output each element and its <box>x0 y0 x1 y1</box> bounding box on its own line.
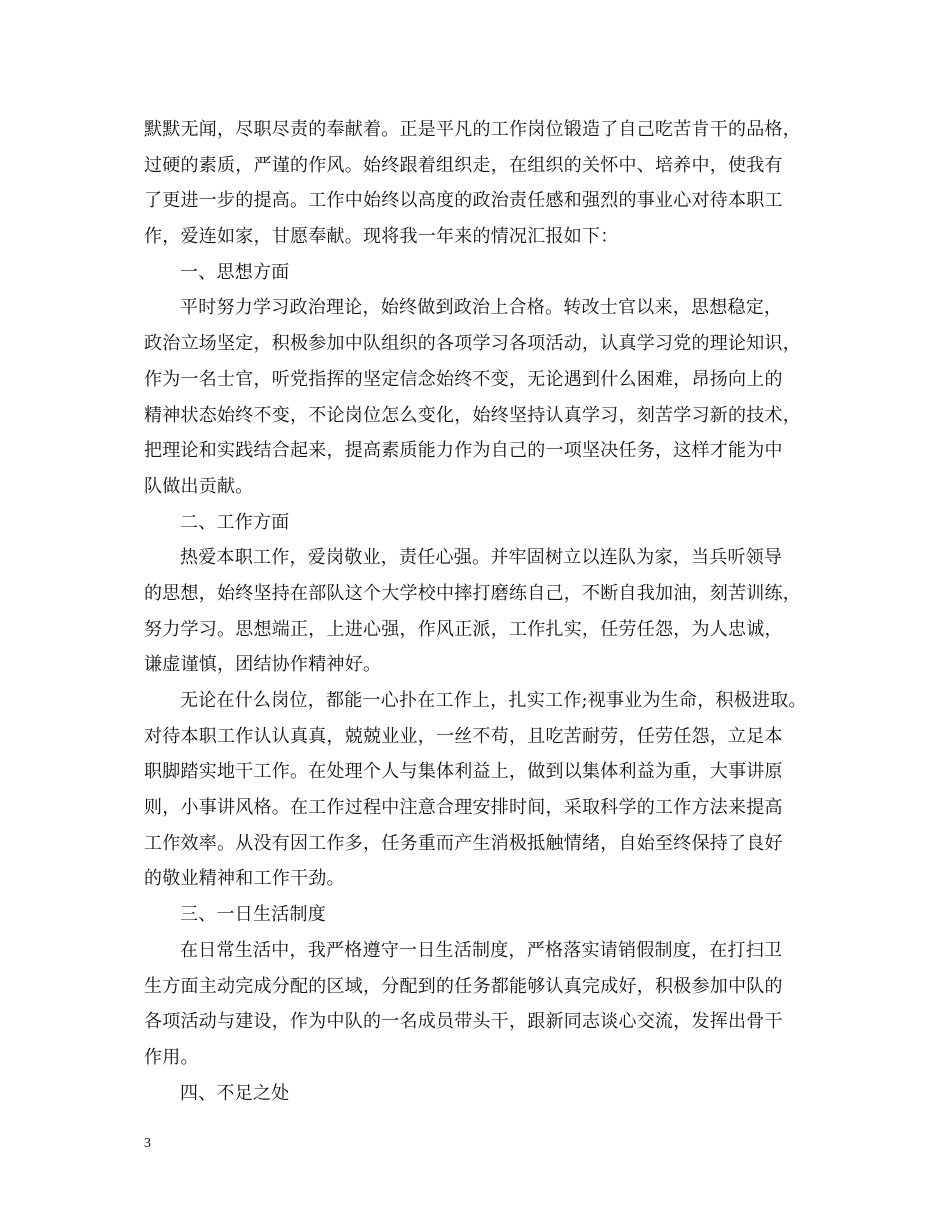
text-line: 对待本职工作认认真真，兢兢业业，一丝不苟，且吃苦耐劳，任劳任怨，立足本 <box>144 725 783 747</box>
text-line: 作，爱连如家，甘愿奉献。现将我一年来的情况汇报如下： <box>144 226 619 248</box>
text-line: 生方面主动完成分配的区域，分配到的任务都能够认真完成好，积极参加中队的 <box>144 975 783 997</box>
text-line: 二、工作方面 <box>180 511 290 533</box>
text-line: 作用。 <box>144 1046 199 1068</box>
text-line: 的敬业精神和工作干劲。 <box>144 868 345 890</box>
text-line: 则，小事讲风格。在工作过程中注意合理安排时间，采取科学的工作方法来提高 <box>144 797 783 819</box>
text-line: 职脚踏实地干工作。在处理个人与集体利益上，做到以集体利益为重，大事讲原 <box>144 761 783 783</box>
text-line: 默默无闻，尽职尽责的奉献着。正是平凡的工作岗位锻造了自己吃苦肯干的品格， <box>144 119 801 140</box>
text-line: 队做出贡献。 <box>144 475 254 497</box>
text-line: 在日常生活中，我严格遵守一日生活制度，严格落实请销假制度，在打扫卫 <box>180 939 783 961</box>
text-line: 工作效率。从没有因工作多，任务重而产生消极抵触情绪，自始至终保持了良好 <box>144 832 783 854</box>
text-line: 精神状态始终不变，不论岗位怎么变化，始终坚持认真学习，刻苦学习新的技术， <box>144 404 801 426</box>
text-line: 作为一名士官，听党指挥的坚定信念始终不变，无论遇到什么困难，昂扬向上的 <box>144 368 783 390</box>
text-line: 各项活动与建设，作为中队的一名成员带头干，跟新同志谈心交流，发挥出骨干 <box>144 1011 783 1033</box>
page-number: 3 <box>144 1136 151 1151</box>
text-line: 热爱本职工作，爱岗敬业，责任心强。并牢固树立以连队为家，当兵听领导 <box>180 547 783 569</box>
text-line: 无论在什么岗位，都能一心扑在工作上，扎实工作;视事业为生命，积极进取。 <box>180 690 807 711</box>
text-line: 把理论和实践结合起来，提高素质能力作为自己的一项坚决任务，这样才能为中 <box>144 440 783 462</box>
text-line: 努力学习。思想端正，上进心强，作风正派，工作扎实，任劳任怨，为人忠诚， <box>144 618 783 640</box>
text-line: 平时努力学习政治理论，始终做到政治上合格。转改士官以来，思想稳定， <box>180 297 783 319</box>
text-line: 过硬的素质，严谨的作风。始终跟着组织走，在组织的关怀中、培养中，使我有 <box>144 154 783 176</box>
text-line: 三、一日生活制度 <box>180 904 326 926</box>
text-line: 的思想，始终坚持在部队这个大学校中摔打磨练自己，不断自我加油，刻苦训练， <box>144 582 801 604</box>
document-body <box>144 112 812 1111</box>
text-line: 一、思想方面 <box>180 261 290 283</box>
text-line: 政治立场坚定，积极参加中队组织的各项学习各项活动，认真学习党的理论知识， <box>144 333 801 355</box>
text-line: 了更进一步的提高。工作中始终以高度的政治责任感和强烈的事业心对待本职工 <box>144 190 783 212</box>
text-line: 谦虚谨慎，团结协作精神好。 <box>144 654 382 676</box>
text-line: 四、不足之处 <box>180 1082 290 1104</box>
